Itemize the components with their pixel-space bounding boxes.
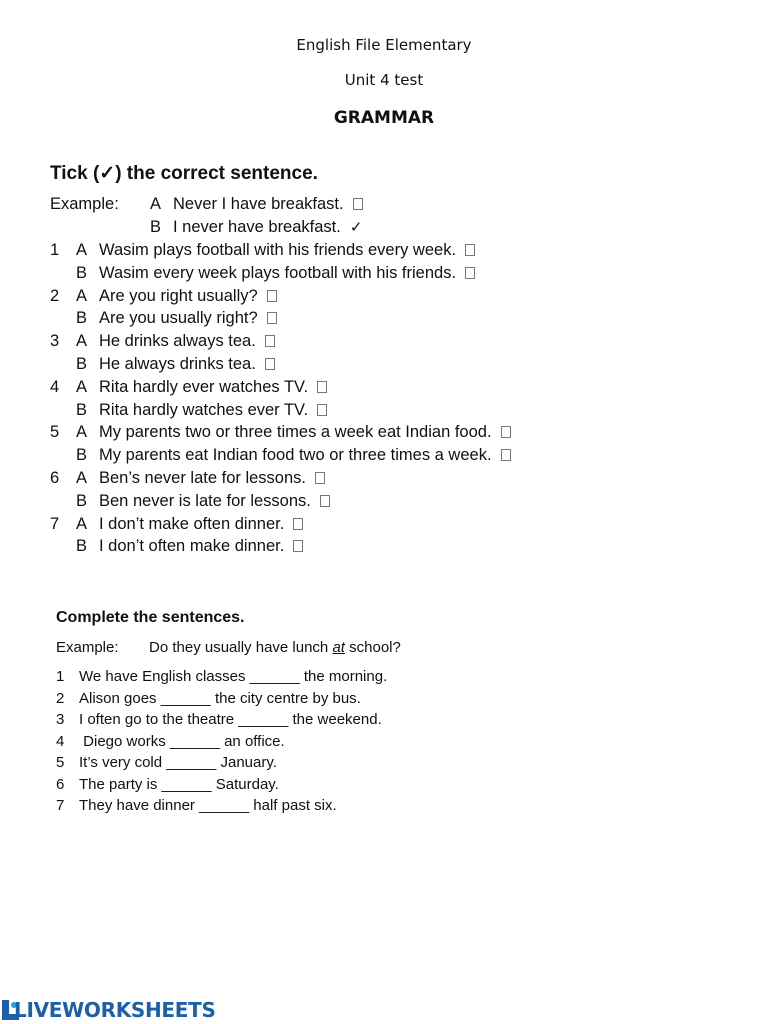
checkbox[interactable] [465,267,475,279]
sentence-option [99,399,327,421]
example-answer: at [332,639,345,656]
option-letter: A [76,241,88,259]
option-letter: B [76,446,88,465]
sentence-text: My parents eat Indian food two or three times a week. [99,446,492,465]
option-letter: A [150,195,162,213]
unit-title: Unit 4 test [344,71,424,89]
item-number: 2 [50,286,60,305]
checkbox[interactable] [265,335,275,347]
sentence-text: Are you right usually? [99,286,258,305]
gap-sentence[interactable]: Diego works ______ an office. [79,732,285,750]
checkbox[interactable] [265,358,275,370]
sentence-text: I don’t make often dinner. [99,514,285,533]
gap-sentence[interactable]: They have dinner ______ half past six. [79,797,337,814]
option-letter: A [76,286,88,305]
checkbox[interactable] [317,381,327,393]
sentence-text: I don’t often make dinner. [99,537,285,556]
sentence-option [99,513,303,535]
checkbox[interactable] [320,495,330,507]
sentence-text: Never I have breakfast. [173,195,344,213]
example-label: Example: [50,195,119,213]
example-sentence [149,638,401,658]
sentence-text: I never have breakfast. [173,218,341,236]
item-number: 2 [56,689,65,707]
item-number: 6 [50,469,60,487]
item-number: 1 [56,668,65,685]
item-number: 7 [56,797,65,814]
item-number: 3 [50,332,60,351]
option-letter: B [150,218,162,236]
sentence-option [99,421,511,443]
item-number: 4 [56,732,65,750]
item-number: 6 [56,775,65,793]
course-title: English File Elementary [296,36,472,54]
checkbox[interactable] [293,518,303,530]
example-text-before: Do they usually have lunch [149,639,333,656]
section-heading: GRAMMAR [333,108,435,128]
sentence-option [99,307,277,329]
sentence-text: My parents two or three times a week eat Indian food. [99,423,492,442]
example-sentence-b [173,216,362,239]
option-letter: A [76,423,88,442]
sentence-text: Wasim every week plays football with his friends. [99,263,457,282]
example-text-after: school? [344,639,401,656]
sentence-text: He drinks always tea. [99,332,256,351]
sentence-text: Are you usually right? [99,309,258,328]
checkbox[interactable] [317,404,327,416]
example-label: Example: [56,639,119,656]
checkbox[interactable] [353,198,363,210]
sentence-text: Ben never is late for lessons. [99,491,311,510]
example-sentence-a [173,193,363,215]
option-letter: A [76,332,88,351]
sentence-option [99,444,511,466]
sentence-text: Rita hardly watches ever TV. [99,400,309,419]
option-letter: A [76,514,88,533]
option-letter: A [76,377,88,396]
sentence-text: He always drinks tea. [99,355,256,373]
checkbox[interactable] [501,426,511,438]
option-letter: B [76,400,88,419]
item-number: 1 [50,241,60,259]
sentence-option [99,353,275,375]
checkbox[interactable] [501,449,511,461]
checkbox[interactable] [315,472,325,484]
sentence-option [99,239,475,261]
checkbox[interactable] [465,244,475,256]
gap-sentence[interactable]: We have English classes ______ the morning. [79,668,388,685]
sentence-option [99,262,475,284]
check-mark-icon: ✓ [349,219,363,236]
gap-sentence[interactable]: The party is ______ Saturday. [79,775,279,793]
checkbox[interactable] [293,540,303,552]
sentence-text: Rita hardly ever watches TV. [99,377,309,396]
item-number: 4 [50,377,60,396]
checkbox[interactable] [267,312,277,324]
tick-exercise-title: Tick (✓) the correct sentence. [50,163,318,184]
option-letter: B [76,537,88,556]
item-number: 5 [56,754,65,771]
gap-sentence[interactable]: Alison goes ______ the city centre by bus. [79,689,361,707]
sentence-option [99,330,275,352]
sentence-option [99,285,277,307]
item-number: 3 [56,711,65,728]
checkbox[interactable] [267,290,277,302]
option-letter: B [76,309,88,328]
option-letter: B [76,491,88,510]
option-letter: B [76,263,88,282]
sentence-text: Wasim plays football with his friends every week. [99,241,457,259]
gap-sentence[interactable]: It’s very cold ______ January. [79,754,277,771]
logo-text: LIVEWORKSHEETS [14,998,216,1022]
sentence-option [99,467,325,489]
complete-exercise-title: Complete the sentences. [56,609,245,626]
option-letter: B [76,355,88,373]
sentence-text: Ben’s never late for lessons. [99,469,306,487]
sentence-option [99,376,327,398]
item-number: 5 [50,423,60,442]
sentence-option [99,490,330,512]
gap-sentence[interactable]: I often go to the theatre ______ the weekend. [79,711,382,728]
option-letter: A [76,469,88,487]
sentence-option [99,535,303,557]
item-number: 7 [50,514,60,533]
